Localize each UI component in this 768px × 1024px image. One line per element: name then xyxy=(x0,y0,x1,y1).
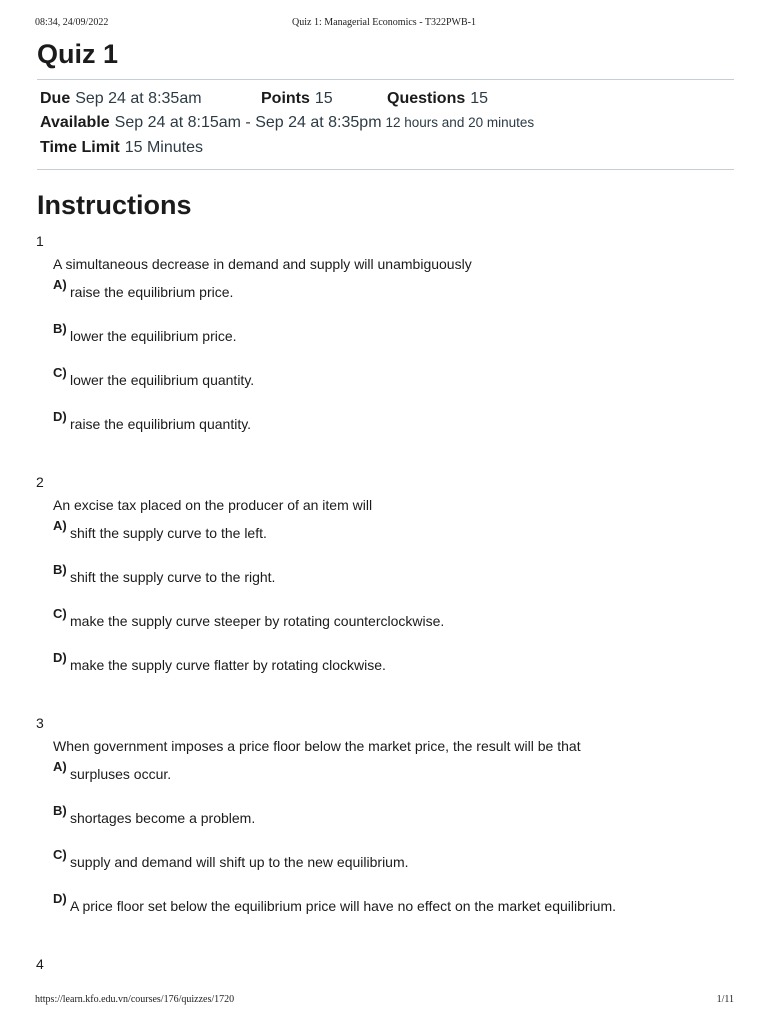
question-text: An excise tax placed on the producer of an item will xyxy=(53,497,373,513)
answer-text: supply and demand will shift up to the new equilibrium. xyxy=(70,854,409,870)
points-info xyxy=(261,88,333,110)
answer-text: lower the equilibrium price. xyxy=(70,328,237,344)
available-value: Sep 24 at 8:15am - Sep 24 at 8:35pm xyxy=(114,114,382,131)
available-label: Available xyxy=(40,114,110,131)
answer-option-a[interactable] xyxy=(53,519,733,543)
print-datetime: 08:34, 24/09/2022 xyxy=(35,17,109,28)
answer-text: lower the equilibrium quantity. xyxy=(70,372,255,388)
answer-letter: C) xyxy=(53,606,67,621)
answer-option-a[interactable] xyxy=(53,278,733,302)
print-page-number: 1/11 xyxy=(716,994,734,1005)
due-value: Sep 24 at 8:35am xyxy=(75,90,202,107)
answer-text: make the supply curve steeper by rotating counterclockwise. xyxy=(70,613,445,629)
answer-option-d[interactable] xyxy=(53,892,733,916)
page-title: Quiz 1 xyxy=(37,39,119,69)
answer-option-a[interactable] xyxy=(53,760,733,784)
answer-letter: D) xyxy=(53,409,67,424)
time-limit-label: Time Limit xyxy=(40,139,120,156)
available-duration: 12 hours and 20 minutes xyxy=(385,115,535,130)
answer-text: make the supply curve flatter by rotating clockwise. xyxy=(70,657,386,673)
answer-option-c[interactable] xyxy=(53,366,733,390)
answer-option-c[interactable] xyxy=(53,848,733,872)
due-label: Due xyxy=(40,90,71,107)
questions-label: Questions xyxy=(387,90,466,107)
question-number: 3 xyxy=(36,715,44,731)
answer-letter: A) xyxy=(53,518,67,533)
question-number: 2 xyxy=(36,474,44,490)
answer-text: raise the equilibrium quantity. xyxy=(70,416,252,432)
answer-option-b[interactable] xyxy=(53,322,733,346)
answer-letter: B) xyxy=(53,321,67,336)
available-info xyxy=(40,112,534,134)
divider-top xyxy=(37,79,734,80)
question-number: 1 xyxy=(36,233,44,249)
print-url: https://learn.kfo.edu.vn/courses/176/quizzes/1720 xyxy=(35,994,235,1005)
answer-text: shortages become a problem. xyxy=(70,810,256,826)
time-limit-value: 15 Minutes xyxy=(124,139,203,156)
time-limit-info xyxy=(40,137,203,159)
answer-letter: A) xyxy=(53,759,67,774)
due-info xyxy=(40,88,202,110)
answer-option-c[interactable] xyxy=(53,607,733,631)
questions-value: 15 xyxy=(470,90,489,107)
answer-option-d[interactable] xyxy=(53,410,733,434)
answer-option-b[interactable] xyxy=(53,563,733,587)
answer-option-d[interactable] xyxy=(53,651,733,675)
instructions-heading: Instructions xyxy=(37,190,192,220)
question-text: A simultaneous decrease in demand and supply will unambiguously xyxy=(53,256,472,272)
answer-letter: D) xyxy=(53,650,67,665)
answer-text: raise the equilibrium price. xyxy=(70,284,234,300)
points-label: Points xyxy=(261,90,310,107)
answer-letter: C) xyxy=(53,365,67,380)
answer-letter: B) xyxy=(53,562,67,577)
answer-text: shift the supply curve to the left. xyxy=(70,525,267,541)
answer-letter: D) xyxy=(53,891,67,906)
answer-letter: B) xyxy=(53,803,67,818)
answer-letter: A) xyxy=(53,277,67,292)
answer-text: A price floor set below the equilibrium price will have no effect on the market equilibrium. xyxy=(70,898,617,914)
question-number: 4 xyxy=(36,956,44,972)
print-header xyxy=(0,17,768,31)
answer-text: shift the supply curve to the right. xyxy=(70,569,276,585)
answer-option-b[interactable] xyxy=(53,804,733,828)
answer-letter: C) xyxy=(53,847,67,862)
questions-info xyxy=(387,88,488,110)
points-value: 15 xyxy=(314,90,333,107)
print-footer xyxy=(0,994,768,1008)
question-text: When government imposes a price floor below the market price, the result will be that xyxy=(53,738,581,754)
divider-bottom xyxy=(37,169,734,170)
print-document-title: Quiz 1: Managerial Economics - T322PWB-1 xyxy=(292,17,476,28)
answer-text: surpluses occur. xyxy=(70,766,172,782)
